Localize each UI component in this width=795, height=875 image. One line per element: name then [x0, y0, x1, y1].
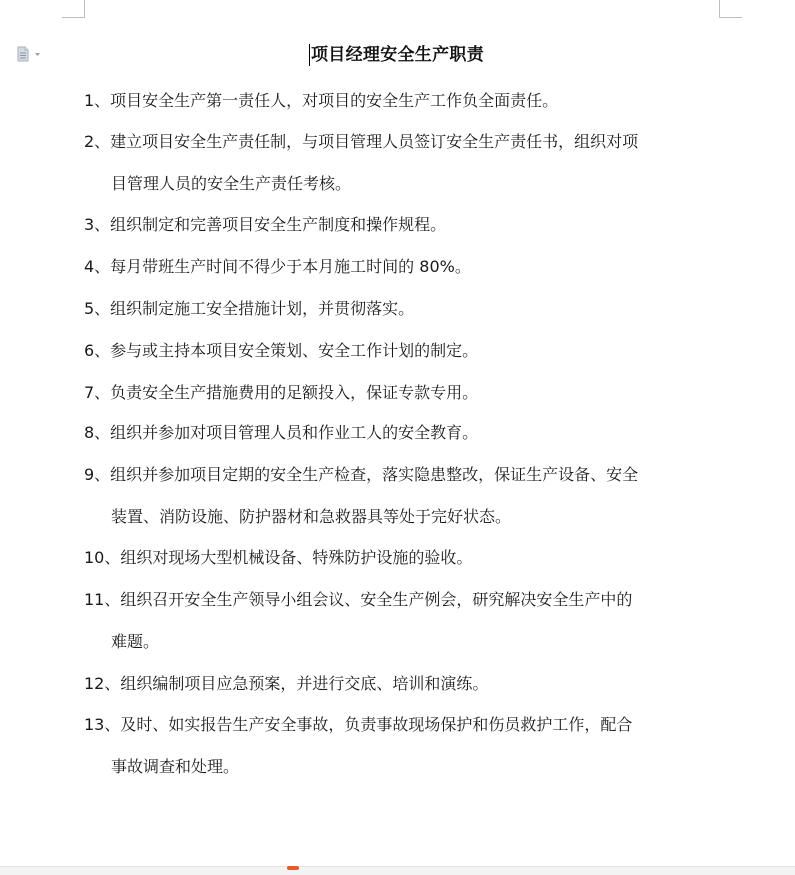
list-item[interactable]	[84, 121, 724, 205]
list-item-text: 3、组织制定和完善项目安全生产制度和操作规程。	[84, 215, 447, 234]
list-item[interactable]	[84, 288, 724, 330]
margin-corner-top-right	[719, 0, 742, 18]
list-item[interactable]	[84, 80, 724, 122]
list-item[interactable]	[84, 663, 724, 705]
list-item-text: 9、组织并参加项目定期的安全生产检查，落实隐患整改，保证生产设备、安全	[84, 465, 639, 484]
list-item-continuation: 目管理人员的安全生产责任考核。	[111, 174, 352, 193]
list-item-text: 1、项目安全生产第一责任人，对项目的安全生产工作负全面责任。	[84, 91, 559, 110]
list-item-text: 12、组织编制项目应急预案，并进行交底、培训和演练。	[84, 674, 489, 693]
list-item[interactable]	[84, 412, 724, 454]
list-item[interactable]	[84, 579, 724, 663]
list-item-text: 4、每月带班生产时间不得少于本月施工时间的 80%。	[84, 257, 471, 276]
list-item[interactable]	[84, 537, 724, 579]
list-item-continuation: 装置、消防设施、防护器材和急救器具等处于完好状态。	[111, 507, 512, 526]
list-item[interactable]	[84, 454, 724, 538]
text-cursor	[309, 44, 310, 66]
document-title[interactable]: 项目经理安全生产职责	[311, 45, 484, 65]
list-item-text: 11、组织召开安全生产领导小组会议、安全生产例会，研究解决安全生产中的	[84, 590, 633, 609]
list-item-text: 5、组织制定施工安全措施计划，并贯彻落实。	[84, 299, 415, 318]
margin-corner-top-left	[62, 0, 85, 18]
list-item[interactable]	[84, 330, 724, 372]
list-item[interactable]	[84, 704, 724, 788]
list-item-text: 13、及时、如实报告生产安全事故，负责事故现场保护和伤员救护工作，配合	[84, 715, 633, 734]
list-item[interactable]	[84, 246, 724, 288]
list-item-continuation: 事故调查和处理。	[111, 757, 240, 776]
list-item-text: 2、建立项目安全生产责任制，与项目管理人员签订安全生产责任书，组织对项	[84, 132, 639, 151]
list-item[interactable]	[84, 204, 724, 246]
list-item-text: 10、组织对现场大型机械设备、特殊防护设施的验收。	[84, 548, 473, 567]
list-item[interactable]	[84, 372, 724, 414]
document-icon[interactable]	[17, 46, 45, 62]
list-item-continuation: 难题。	[111, 632, 160, 651]
list-item-text: 8、组织并参加对项目管理人员和作业工人的安全教育。	[84, 423, 479, 442]
bottom-indicator	[287, 866, 299, 870]
list-item-text: 7、负责安全生产措施费用的足额投入，保证专款专用。	[84, 383, 479, 402]
list-item-text: 6、参与或主持本项目安全策划、安全工作计划的制定。	[84, 341, 479, 360]
